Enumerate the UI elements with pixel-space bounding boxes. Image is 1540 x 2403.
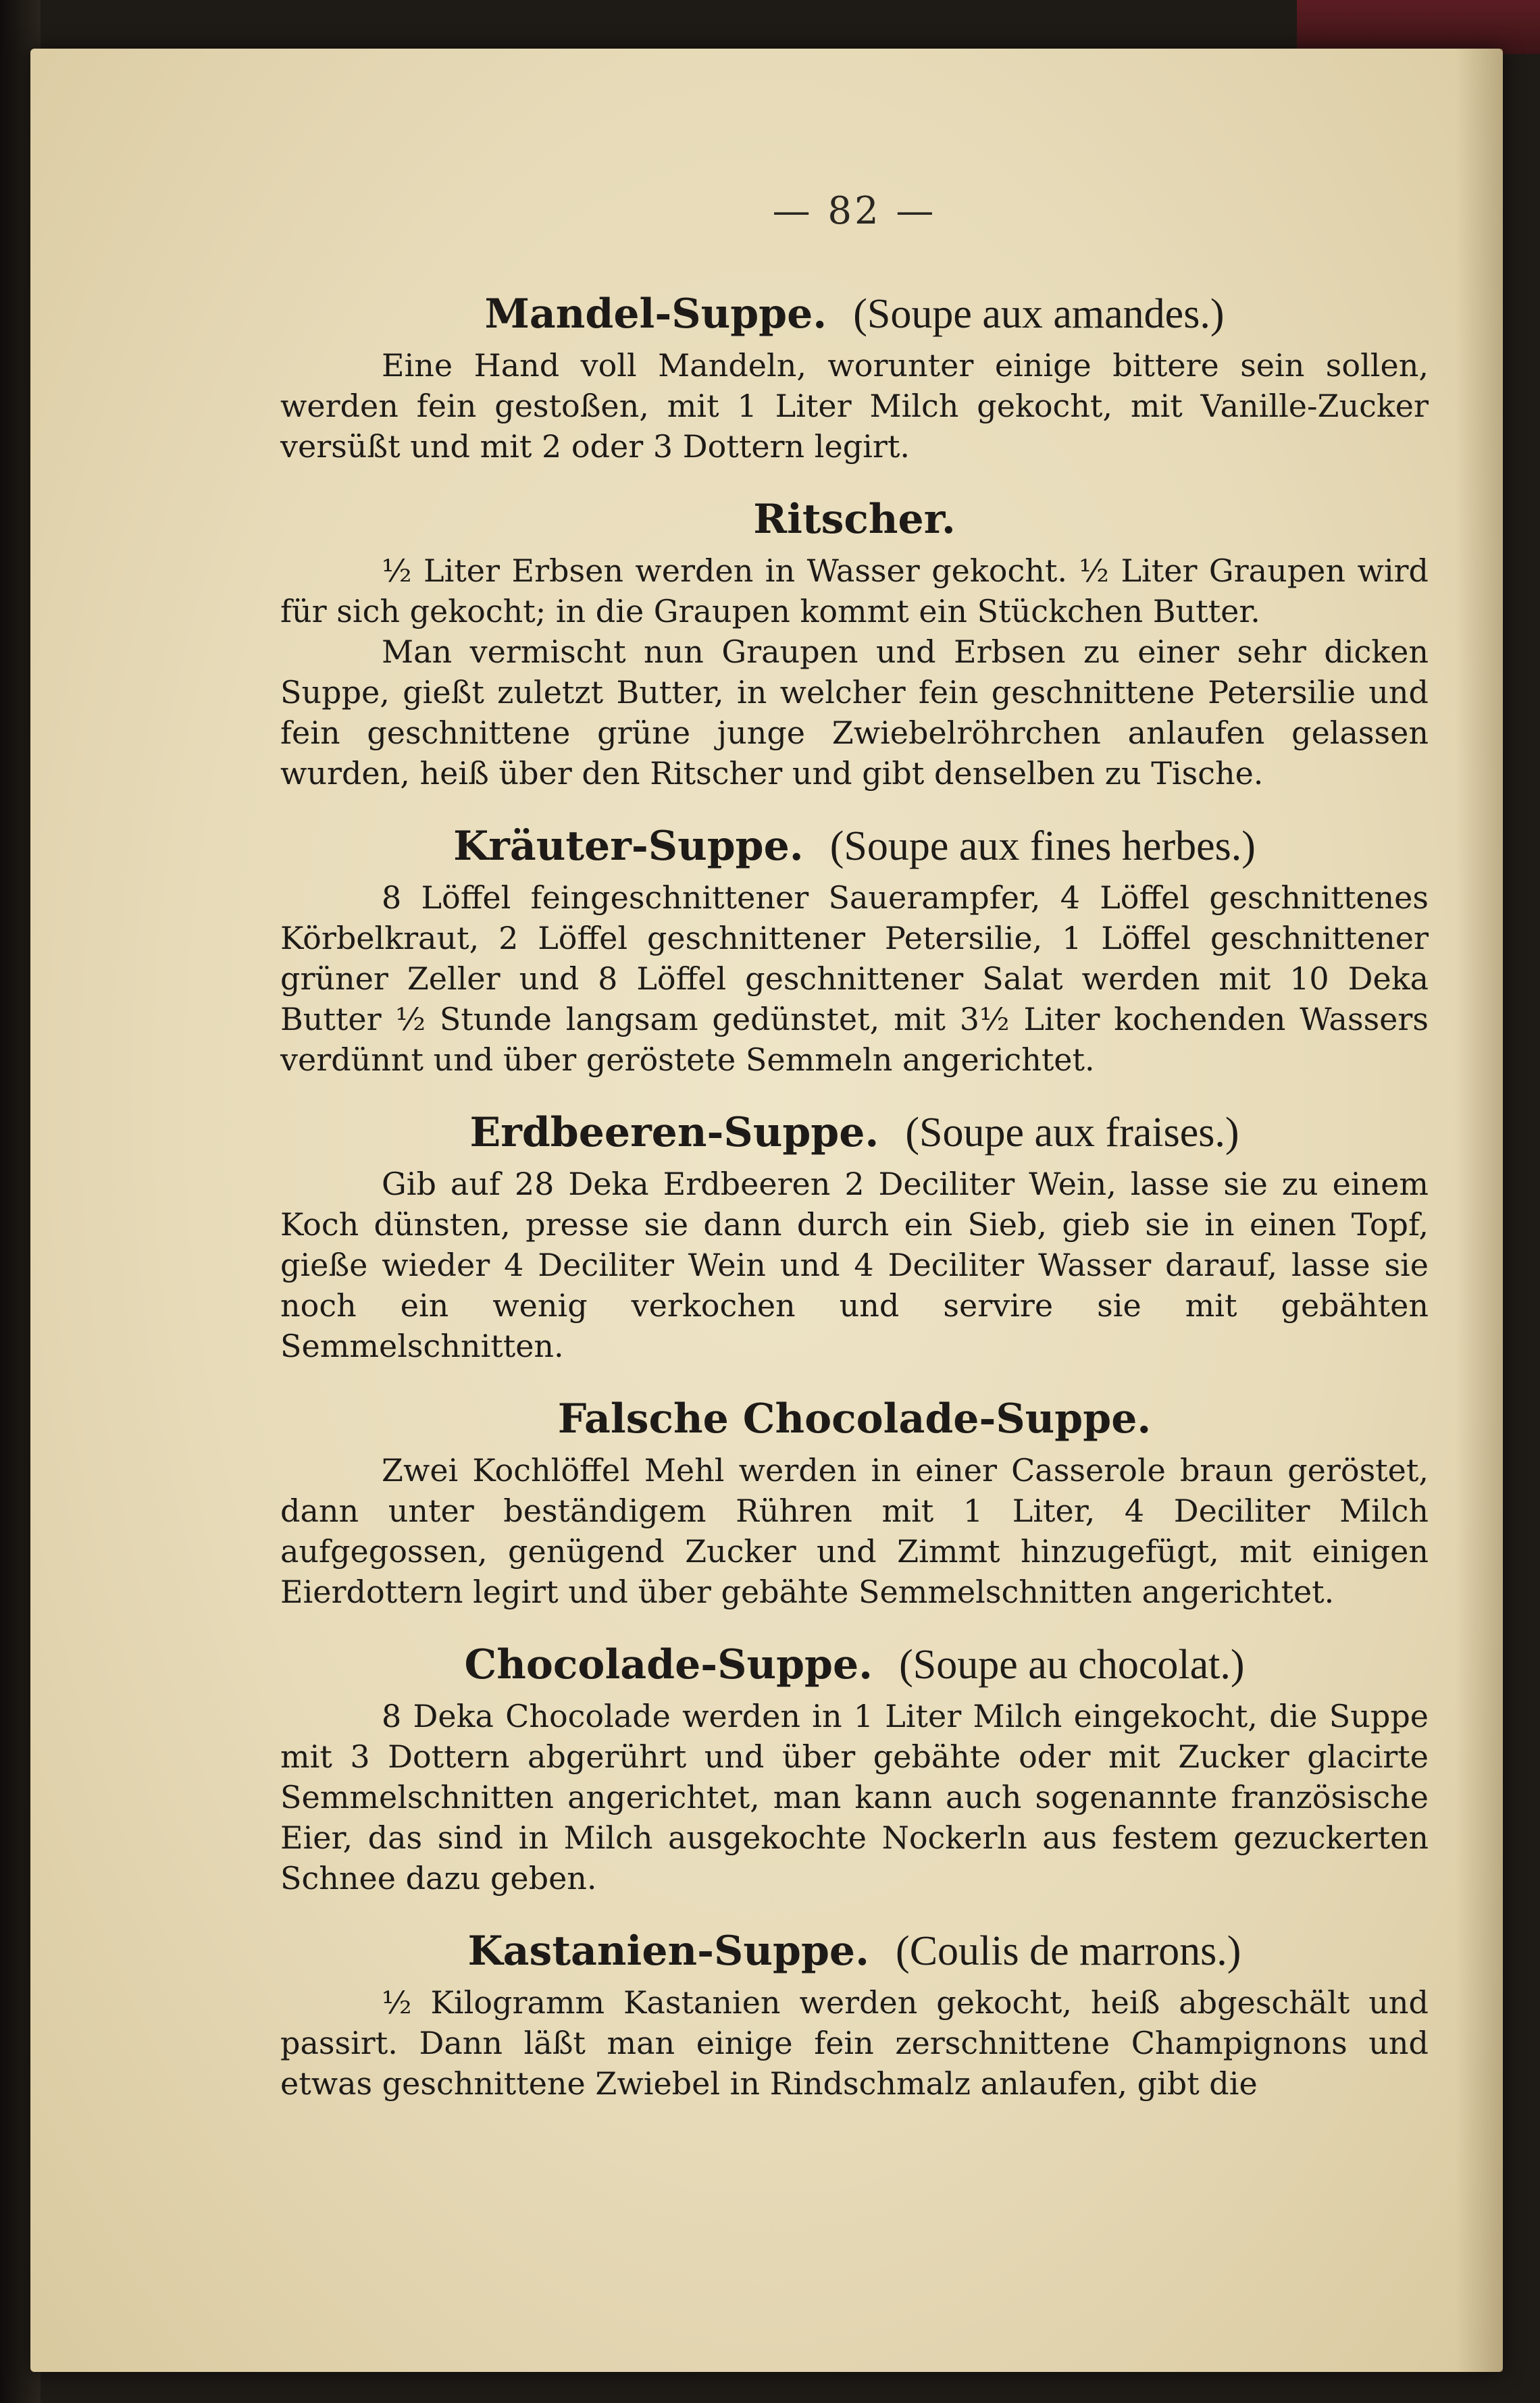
recipe-chocolade-suppe xyxy=(280,1638,1429,1898)
recipe-subtitle: (Soupe aux amandes.) xyxy=(853,291,1225,337)
recipe-heading xyxy=(280,819,1429,873)
recipe-subtitle: (Soupe aux fraises.) xyxy=(905,1110,1239,1156)
recipe-title: Erdbeeren-Suppe. xyxy=(469,1109,879,1156)
recipe-paragraph: Eine Hand voll Mandeln, worunter einige bittere sein sollen, werden fein gestoßen, mit 1 Liter Milch gekocht, mit Vanille-Zucker versüßt und mit 2 oder 3 Dottern legirt. xyxy=(280,347,1429,465)
recipe-paragraph: ½ Liter Erbsen werden in Wasser gekocht. ½ Liter Graupen wird für sich gekocht; in die Graupen kommt ein Stückchen Butter. xyxy=(280,552,1429,629)
recipe-heading xyxy=(280,1924,1429,1978)
recipe-heading xyxy=(280,492,1429,546)
recipe-title: Ritscher. xyxy=(753,496,956,543)
recipe-title: Chocolade-Suppe. xyxy=(464,1641,873,1688)
recipe-kraeuter-suppe xyxy=(280,819,1429,1080)
recipe-heading xyxy=(280,1638,1429,1692)
recipe-subtitle: (Coulis de marrons.) xyxy=(896,1928,1241,1974)
recipe-paragraph: 8 Deka Chocolade werden in 1 Liter Milch eingekocht, die Suppe mit 3 Dottern abgerührt und über gebähte oder mit Zucker glacirte Semmelschnitten angerichtet, man kann auch sogenannte französische Eier, das sind in Milch ausgekochte Nockerln aus festem gezuckerten Schnee dazu geben. xyxy=(280,1698,1429,1896)
recipe-paragraph: Gib auf 28 Deka Erdbeeren 2 Deciliter Wein, lasse sie zu einem Koch dünsten, presse sie dann durch ein Sieb, gieb sie in einen Topf, gieße wieder 4 Deciliter Wein und 4 Deciliter Wasser darauf, lasse sie noch ein wenig verkochen und servire sie mit gebähten Semmelschnitten. xyxy=(280,1166,1429,1364)
recipe-title: Kräuter-Suppe. xyxy=(453,823,804,870)
page-number: — 82 — xyxy=(772,189,937,233)
page-edge-shadow xyxy=(1456,49,1503,2372)
recipe-title: Falsche Chocolade-Suppe. xyxy=(557,1395,1152,1443)
bookmark-ribbon xyxy=(1297,0,1540,54)
recipe-paragraph: 8 Löffel feingeschnittener Sauerampfer, 4 Löffel geschnittenes Körbelkraut, 2 Löffel geschnittener Petersilie, 1 Löffel geschnittener grüner Zeller und 8 Löffel geschnittener Salat werden mit 10 Deka Butter ½ Stunde langsam gedünstet, mit 3½ Liter kochenden Wassers verdünnt und über geröstete Semmeln angerichtet. xyxy=(280,879,1429,1078)
recipe-title: Kastanien-Suppe. xyxy=(467,1928,869,1975)
recipe-ritscher xyxy=(280,492,1429,794)
recipe-paragraph: ½ Kilogramm Kastanien werden gekocht, heiß abgeschält und passirt. Dann läßt man einige fein zerschnittene Champignons und etwas geschnittene Zwiebel in Rindschmalz anlaufen, gibt die xyxy=(280,1984,1429,2102)
recipe-title: Mandel-Suppe. xyxy=(484,290,827,338)
recipe-heading xyxy=(280,1106,1429,1160)
recipe-paragraph: Zwei Kochlöffel Mehl werden in einer Casserole braun geröstet, dann unter beständigem Rühren mit 1 Liter, 4 Deciliter Milch aufgegossen, genügend Zucker und Zimmt hinzugefügt, mit einigen Eierdottern legirt und über gebähte Semmelschnitten angerichtet. xyxy=(280,1452,1429,1610)
recipe-mandel-suppe xyxy=(280,287,1429,467)
recipe-paragraph: Man vermischt nun Graupen und Erbsen zu einer sehr dicken Suppe, gießt zuletzt Butter, in welcher fein geschnittene Petersilie und fein geschnittene grüne junge Zwiebelröhrchen anlaufen gelassen wurden, heiß über den Ritscher und gibt denselben zu Tische. xyxy=(280,634,1429,792)
recipe-subtitle: (Soupe aux fines herbes.) xyxy=(829,823,1256,869)
recipe-falsche-chocolade-suppe xyxy=(280,1392,1429,1612)
page-content xyxy=(280,189,1429,2129)
recipe-heading xyxy=(280,287,1429,341)
recipe-kastanien-suppe xyxy=(280,1924,1429,2104)
recipe-heading xyxy=(280,1392,1429,1446)
recipe-erdbeeren-suppe xyxy=(280,1106,1429,1366)
recipe-subtitle: (Soupe au chocolat.) xyxy=(899,1642,1245,1688)
